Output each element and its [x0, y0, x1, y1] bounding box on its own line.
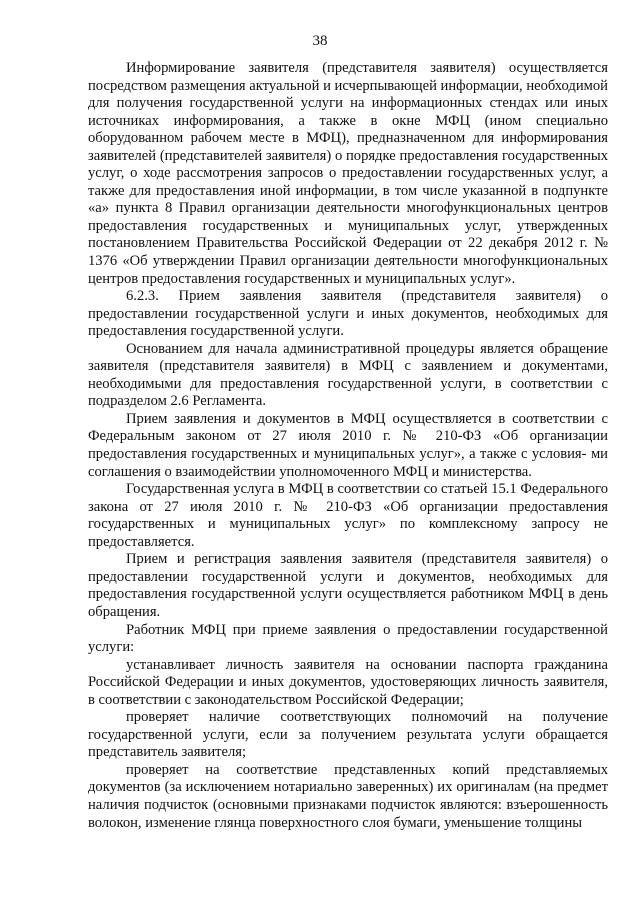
paragraph: Прием заявления и документов в МФЦ осуществляется в соответствии с Федеральным законом от 27 июля 2010 г. № 210-ФЗ «Об организации предоставления государственных и муниципальных услуг», а также с условия- ми соглашения о взаимодействии уполномоченного МФЦ и министерства.: [88, 410, 608, 480]
paragraph: Прием и регистрация заявления заявителя (представителя заявителя) о предоставлении государственной услуги и документов, необходимых для предоставления государственной услуги осуществляется работником МФЦ в день обращения.: [88, 551, 608, 620]
body-text: [88, 60, 608, 832]
paragraph: устанавливает личность заявителя на основании паспорта гражданина Российской Федерации и иных документов, удостоверяющих личность заявителя, в соответствии с законодательством Российской Федерации;: [88, 656, 608, 708]
paragraph: проверяет наличие соответствующих полномочий на получение государственной услуги, если за получением результата услуги обращается представитель заявителя;: [88, 709, 608, 761]
paragraph: Информирование заявителя (представителя заявителя) осуществляется посредством размещения актуальной и исчерпывающей информации, необходимой для получения государственной услуги на информационных стендах или иных источниках информирования, а также в окне МФЦ (ином специально оборудованном рабочем месте в МФЦ), предназначенном для информирования заявителей (представителей заявителя) о порядке предоставления государственных услуг, о ходе рассмотрения запросов о предоставлении государственных услуг, а также для предоставления иной информации, в том числе указанной в подпункте «а» пункта 8 Правил организации деятельности многофункциональных центров предоставления государственных и муниципальных услуг, утвержденных постановлением Правительства Российской Федерации от 22 декабря 2012 г. № 1376 «Об утверждении Правил организации деятельности многофункциональных центров предоставления государственных и муниципальных услуг».: [88, 60, 608, 287]
paragraph: Работник МФЦ при приеме заявления о предоставлении государственной услуги:: [88, 621, 608, 656]
paragraph: проверяет на соответствие представленных копий представляемых документов (за исключением нотариально заверенных) их оригиналам (на предмет наличия подчисток (основными признаками подчисток являются: взъерошенность волокон, изменение глянца поверхностного слоя бумаги, уменьшение толщины: [88, 761, 608, 831]
page-number: 38: [312, 33, 328, 49]
paragraph: Государственная услуга в МФЦ в соответствии со статьей 15.1 Федерального закона от 27 июля 2010 г. № 210-ФЗ «Об организации предоставления государственных и муниципальных услуг» по комплексному запросу не предоставляется.: [88, 481, 608, 550]
paragraph: 6.2.3. Прием заявления заявителя (представителя заявителя) о предоставлении государственной услуги и иных документов, необходимых для предоставления государственной услуги.: [88, 288, 608, 340]
paragraph: Основанием для начала административной процедуры является обращение заявителя (представителя заявителя) в МФЦ с заявлением и документами, необходимыми для предоставления государственной услуги, в соответствии с подразделом 2.6 Регламента.: [88, 340, 608, 410]
